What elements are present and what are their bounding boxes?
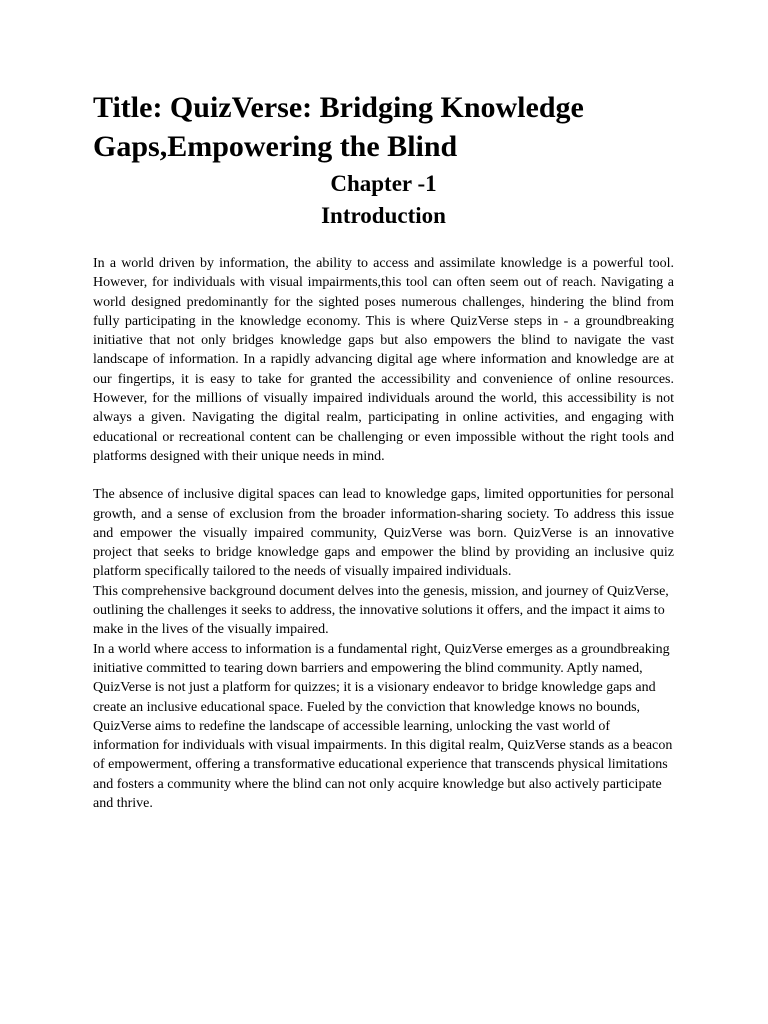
spacer [93,232,674,254]
section-heading: Introduction [321,203,446,228]
body-paragraph: This comprehensive background document delves into the genesis, mission, and journey of QuizVerse, outlining the challenges it seeks to address, the innovative solutions it offers, and the impact it aims to make in the lives of the visually impaired. [93,583,669,638]
spacer [93,466,674,485]
chapter-heading: Chapter -1 [330,171,437,196]
body-paragraph: The absence of inclusive digital spaces can lead to knowledge gaps, limited opportunities for personal growth, and a sense of exclusion from the broader information-sharing society. To address this issue and empower the visually impaired community, QuizVerse was born. QuizVerse is an innovative project that seeks to bridge knowledge gaps and empower the blind by providing an inclusive quiz platform specifically tailored to the needs of visually impaired individuals. [93,487,674,580]
document-page [93,88,674,813]
body-paragraph: In a world driven by information, the ability to access and assimilate knowledge is a powerful tool. However, for individuals with visual impairments,this tool can often seem out of reach. Navigating a world designed predominantly for the sighted poses numerous challenges, hindering the blind from fully participating in the knowledge economy. This is where QuizVerse steps in - a groundbreaking initiative that not only bridges knowledge gaps but also empowers the blind to navigate the vast landscape of information. In a rapidly advancing digital age where information and knowledge are at our fingertips, it is easy to take for granted the accessibility and convenience of online resources. However, for the millions of visually impaired individuals around the world, this accessibility is not always a given. Navigating the digital realm, participating in online activities, and engaging with educational or recreational content can be challenging or even impossible without the right tools and platforms designed with their unique needs in mind. [93,256,674,464]
document-title: Title: QuizVerse: Bridging Knowledge Gaps,Empowering the Blind [93,91,584,163]
body-paragraph: In a world where access to information is a fundamental right, QuizVerse emerges as a groundbreaking initiative committed to tearing down barriers and empowering the blind community. Aptly named, QuizVerse is not just a platform for quizzes; it is a visionary endeavor to bridge knowledge gaps and create an inclusive educational space. Fueled by the conviction that knowledge knows no bounds, QuizVerse aims to redefine the landscape of accessible learning, unlocking the vast world of information for individuals with visual impairments. In this digital realm, QuizVerse stands as a beacon of empowerment, offering a transformative educational experience that transcends physical limitations and fosters a community where the blind can not only acquire knowledge but also actively participate and thrive. [93,641,673,812]
